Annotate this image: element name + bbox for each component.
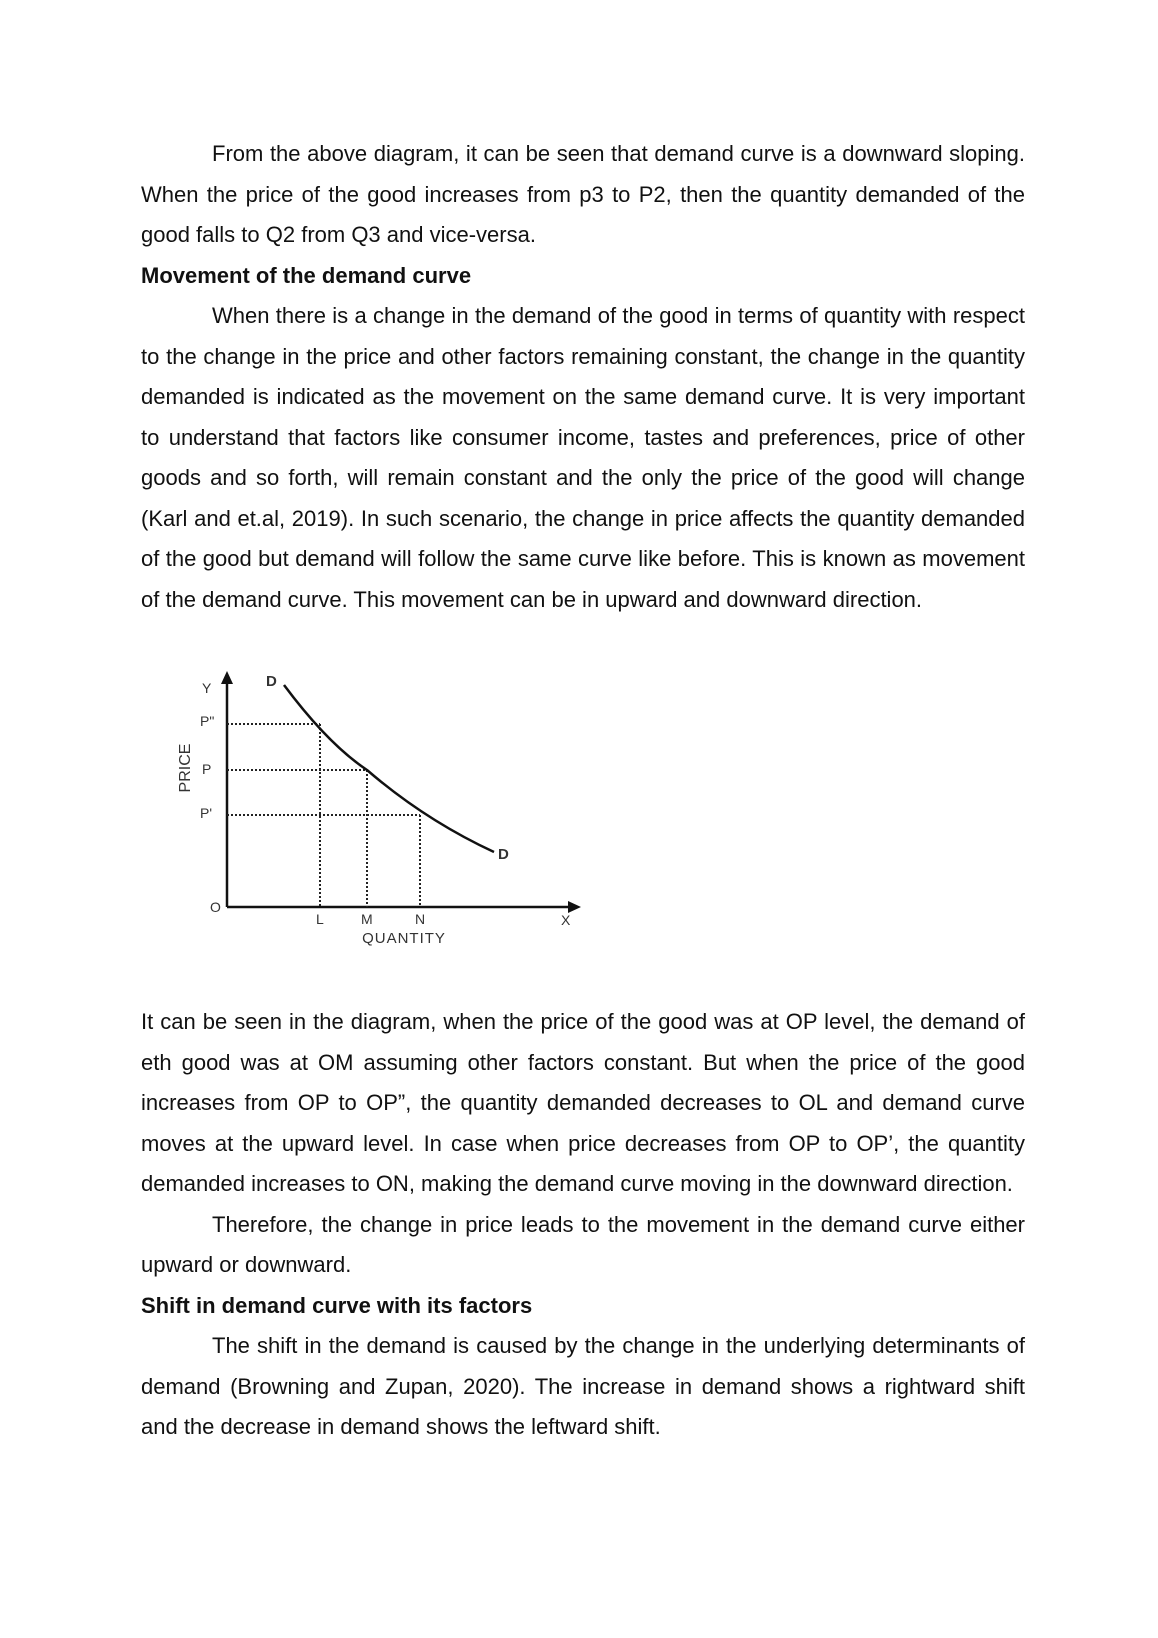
x-axis-letter: X <box>561 912 571 928</box>
heading-shift: Shift in demand curve with its factors <box>141 1292 533 1318</box>
quantity-label-n: N <box>415 911 426 927</box>
x-axis-title: QUANTITY <box>362 930 446 947</box>
demand-curve-figure <box>177 668 600 990</box>
heading-movement: Movement of the demand curve <box>141 262 472 288</box>
paragraph-shift: The shift in the demand is caused by the change in the underlying determinants of demand (Browning and Zupan, 2020). The increase in demand shows a rightward shift and the decrease in demand shows the leftward shift. <box>141 1333 1025 1439</box>
text-block-upper <box>141 134 1025 620</box>
price-label-p-double-prime: P" <box>200 713 215 729</box>
paragraph-movement: When there is a change in the demand of the good in terms of quantity with respect to the change in the price and other factors remaining constant, the change in the quantity demanded is indicated as the movement on the same demand curve. It is very important to understand that factors like consumer income, tastes and preferences, price of other goods and so forth, will remain constant and the only the price of the good will change (Karl and et.al, 2019). In such scenario, the change in price affects the quantity demanded of the good but demand will follow the same curve like before. This is known as movement of the demand curve. This movement can be in upward and downward direction. <box>141 303 1025 612</box>
quantity-label-m: M <box>361 911 373 927</box>
origin-label: O <box>210 899 221 915</box>
curve-label-start: D <box>266 673 277 690</box>
paragraph-intro: From the above diagram, it can be seen that demand curve is a downward sloping. When the price of the good increases from p3 to P2, then the quantity demanded of the good falls to Q2 from Q3 and vice-versa. <box>141 141 1025 247</box>
y-axis-arrow-icon <box>221 671 233 684</box>
curve-label-end: D <box>498 846 509 863</box>
price-label-p-prime: P' <box>200 805 213 821</box>
y-axis-title: PRICE <box>177 743 194 793</box>
price-label-p: P <box>202 761 212 777</box>
y-axis-letter: Y <box>202 680 212 696</box>
quantity-label-l: L <box>316 911 324 927</box>
paragraph-explanation: It can be seen in the diagram, when the price of the good was at OP level, the demand of eth good was at OM assuming other factors constant. But when the price of the good increases from OP to OP”, the quantity demanded decreases to OL and demand curve moves at the upward level. In case when price decreases from OP to OP’, the quantity demanded increases to ON, making the demand curve moving in the downward direction. <box>141 1009 1025 1196</box>
text-block-lower <box>141 1002 1025 1448</box>
paragraph-therefore: Therefore, the change in price leads to the movement in the demand curve either upward or downward. <box>141 1211 1025 1277</box>
demand-curve <box>284 685 494 852</box>
